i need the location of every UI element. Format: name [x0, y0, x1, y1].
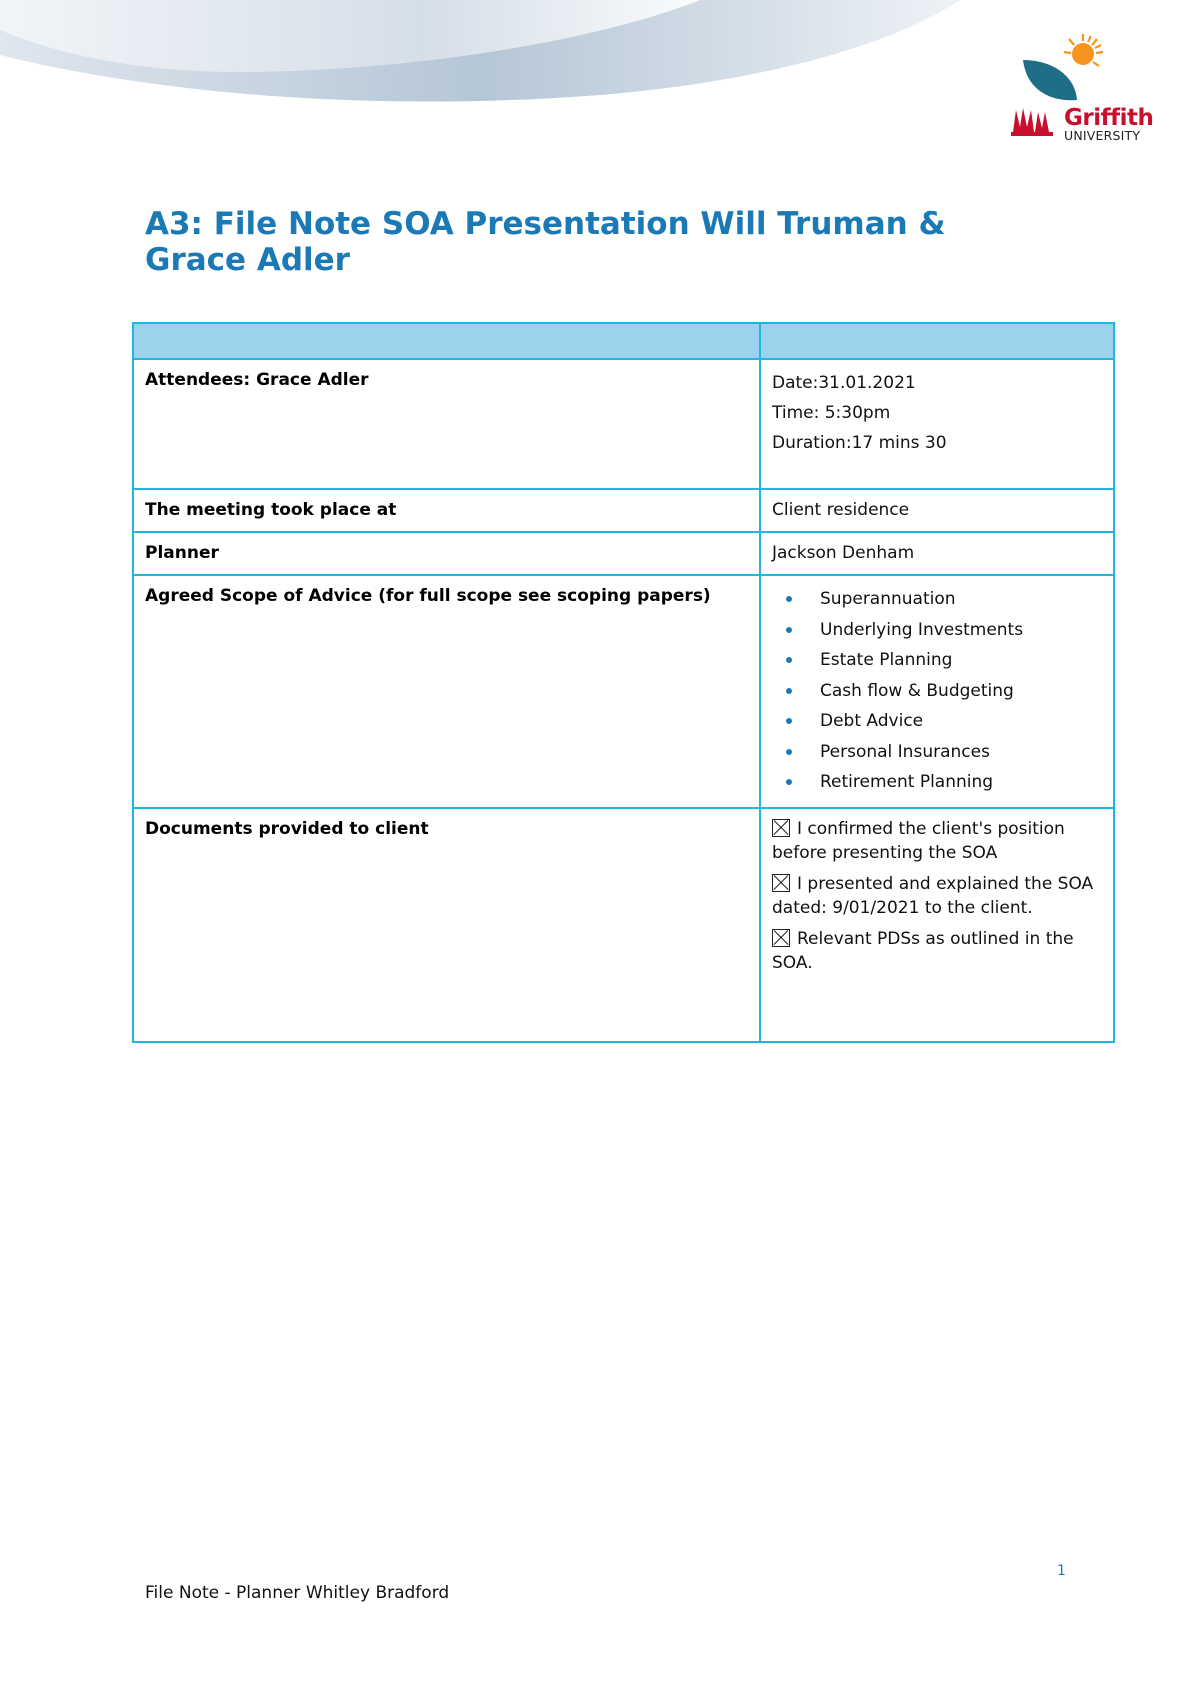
planner-label: Planner — [145, 543, 219, 563]
list-item — [820, 584, 1102, 615]
documents-label: Documents provided to client — [145, 818, 429, 839]
bullet-icon — [786, 657, 792, 663]
waratah-flower-icon — [1011, 108, 1053, 136]
scope-list — [772, 584, 1102, 798]
scope-list-cell — [760, 575, 1114, 808]
planner-value: Jackson Denham — [760, 532, 1114, 575]
scope-label: Agreed Scope of Advice (for full scope see scoping papers) — [145, 586, 711, 606]
location-label: The meeting took place at — [145, 500, 397, 520]
scope-item: Personal Insurances — [820, 741, 990, 762]
table-row-documents — [133, 808, 1114, 1042]
bullet-icon — [786, 627, 792, 633]
bullet-icon — [786, 779, 792, 785]
bullet-icon — [786, 749, 792, 755]
meeting-date: Date:31.01.2021 — [772, 373, 916, 393]
footer-text: File Note - Planner Whitley Bradford — [145, 1583, 450, 1603]
scope-item: Cash flow & Budgeting — [820, 680, 1014, 701]
list-item — [820, 706, 1102, 737]
list-item — [820, 676, 1102, 707]
checked-box-icon[interactable] — [772, 929, 790, 947]
scope-item: Estate Planning — [820, 650, 953, 670]
document-item — [772, 927, 1102, 976]
list-item — [820, 615, 1102, 646]
scope-item: Underlying Investments — [820, 619, 1024, 640]
location-label-cell — [133, 489, 760, 532]
planner-label-cell — [133, 532, 760, 575]
table-row-planner — [133, 532, 1114, 575]
meeting-time: Time: 5:30pm — [772, 403, 891, 423]
document-text: I presented and explained the SOA dated: 9/01/2021 to the client. — [772, 873, 1094, 918]
scope-label-cell — [133, 575, 760, 808]
document-text: Relevant PDSs as outlined in the SOA. — [772, 928, 1074, 973]
bullet-icon — [786, 596, 792, 602]
meeting-duration: Duration:17 mins 30 — [772, 433, 947, 453]
scope-item: Debt Advice — [820, 711, 924, 731]
logo-wordmark — [1064, 107, 1153, 143]
meeting-details-cell — [760, 359, 1114, 489]
attendees-cell — [133, 359, 760, 489]
document-item — [772, 817, 1102, 866]
leaf-icon — [1023, 60, 1077, 100]
table-header-row — [133, 323, 1114, 359]
checked-box-icon[interactable] — [772, 874, 790, 892]
list-item — [820, 645, 1102, 676]
scope-item: Retirement Planning — [820, 772, 994, 792]
scope-item: Superannuation — [820, 589, 956, 609]
header-cell-left — [133, 323, 760, 359]
header-cell-right — [760, 323, 1114, 359]
page-title: A3: File Note SOA Presentation Will Truman & Grace Adler — [145, 206, 946, 278]
table-row-location — [133, 489, 1114, 532]
document-text: I confirmed the client's position before presenting the SOA — [772, 818, 1065, 863]
table-row-scope — [133, 575, 1114, 808]
attendees-label: Attendees: Grace Adler — [145, 370, 369, 390]
logo-name: Griffith — [1064, 105, 1154, 131]
sun-icon — [1064, 34, 1103, 66]
list-item — [820, 767, 1102, 798]
file-note-table — [132, 322, 1115, 1043]
location-value: Client residence — [760, 489, 1114, 532]
bullet-icon — [786, 688, 792, 694]
documents-label-cell — [133, 808, 760, 1042]
table-row-attendees — [133, 359, 1114, 489]
page-number: 1 — [1057, 1563, 1066, 1579]
document-item — [772, 872, 1102, 921]
logo-subtitle: UNIVERSITY — [1064, 128, 1141, 143]
documents-cell — [760, 808, 1114, 1042]
bullet-icon — [786, 718, 792, 724]
list-item — [820, 737, 1102, 768]
checked-box-icon[interactable] — [772, 819, 790, 837]
